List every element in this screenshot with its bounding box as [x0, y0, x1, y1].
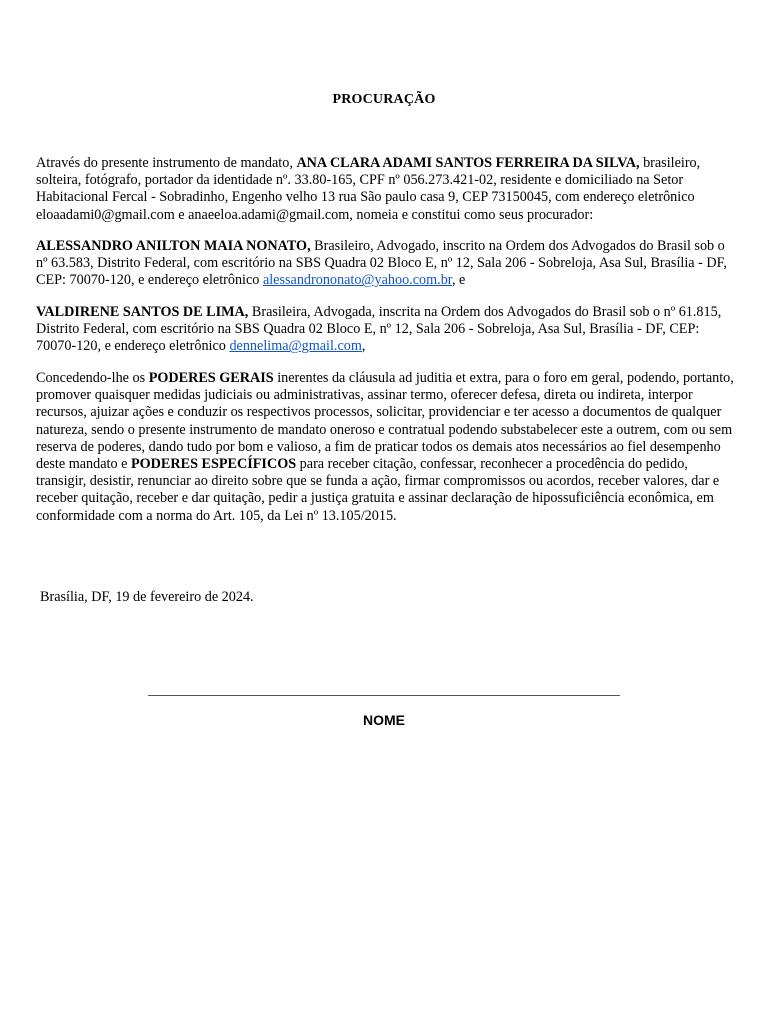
grantor-name: ANA CLARA ADAMI SANTOS FERREIRA DA SILVA,	[296, 155, 640, 171]
document-title: PROCURAÇÃO	[332, 92, 436, 107]
attorney-2-details: Brasileira, Advogada, inscrita na Ordem dos Advogados do Brasil sob o nº 61.815, Distrito Federal, com escritório na SBS Quadra 02 Bloco E, nº 12, Sala 206 - Sobreloja, Asa Sul, Brasília - DF, CEP: 70070-120, e endereço eletrônico	[36, 304, 722, 355]
attorney-2-name: VALDIRENE SANTOS DE LIMA,	[36, 304, 249, 320]
signature-line	[148, 695, 620, 696]
attorney-1-suffix: , e	[451, 272, 466, 289]
attorney-1-email-link[interactable]: alessandrononato@yahoo.com.br	[262, 272, 452, 289]
attorney-1-paragraph	[36, 238, 736, 290]
place-date: Brasília, DF, 19 de fevereiro de 2024.	[40, 589, 254, 605]
attorney-2-email-link[interactable]: dennelima@gmail.com	[229, 338, 362, 355]
powers-paragraph	[36, 370, 736, 525]
specific-powers-label: PODERES ESPECÍFICOS	[130, 456, 297, 473]
attorney-2-suffix: ,	[361, 338, 366, 355]
powers-intro: Concedendo-lhe os	[36, 370, 149, 386]
attorney-1-details: Brasileiro, Advogado, inscrito na Ordem dos Advogados do Brasil sob o nº 63.583, Distrito Federal, com escritório na SBS Quadra 02 Bloco E, nº 12, Sala 206 - Sobreloja, Asa Sul, Brasília - DF, CEP: 70070-120, e endereço eletrônico	[36, 238, 727, 289]
grantor-details: brasileiro, solteira, fotógrafo, portador da identidade nº. 33.80-165, CPF nº 056.273.421-02, residente e domiciliado na Setor Habitacional Fercal - Sobradinho, Engenho velho 13 rua São paulo casa 9, CEP 73150045, com endereço eletrônico eloaadami0@gmail.com e anaeeloa.adami@gmail.com, nomeia e constitui como seus procurador:	[36, 155, 701, 223]
attorney-2-paragraph	[36, 304, 736, 356]
general-powers-text: inerentes da cláusula ad juditia et extra, para o foro em geral, podendo, portanto, promover quaisquer medidas judiciais ou administrativas, assinar termo, oferecer defesa, direta ou indireta, interpor recursos, ajuizar ações e conduzir os respectivos processos, solicitar, providenciar e ter acesso a documentos de qualquer natureza, sendo o presente instrumento de mandato oneroso e contratual podendo substabelecer este a outrem, com ou sem reserva de poderes, dando tudo por bom e valioso, a fim de praticar todos os demais atos necessários ao fiel desempenho deste mandato e	[36, 370, 734, 473]
signature-name-label: NOME	[363, 712, 405, 728]
attorney-1-name: ALESSANDRO ANILTON MAIA NONATO,	[36, 238, 311, 254]
specific-powers-text: para receber citação, confessar, reconhecer a procedência do pedido, transigir, desistir, renunciar ao direito sobre que se funda a ação, firmar compromissos ou acordos, receber valores, dar e receber quitação, receber e dar quitação, pedir a justiça gratuita e assinar declaração de hipossuficiência econômica, em conformidade com a norma do Art. 105, da Lei nº 13.105/2015.	[36, 456, 720, 524]
general-powers-label: PODERES GERAIS	[148, 370, 274, 386]
grantor-paragraph	[36, 155, 736, 224]
grantor-intro: Através do presente instrumento de mandato,	[36, 155, 297, 171]
